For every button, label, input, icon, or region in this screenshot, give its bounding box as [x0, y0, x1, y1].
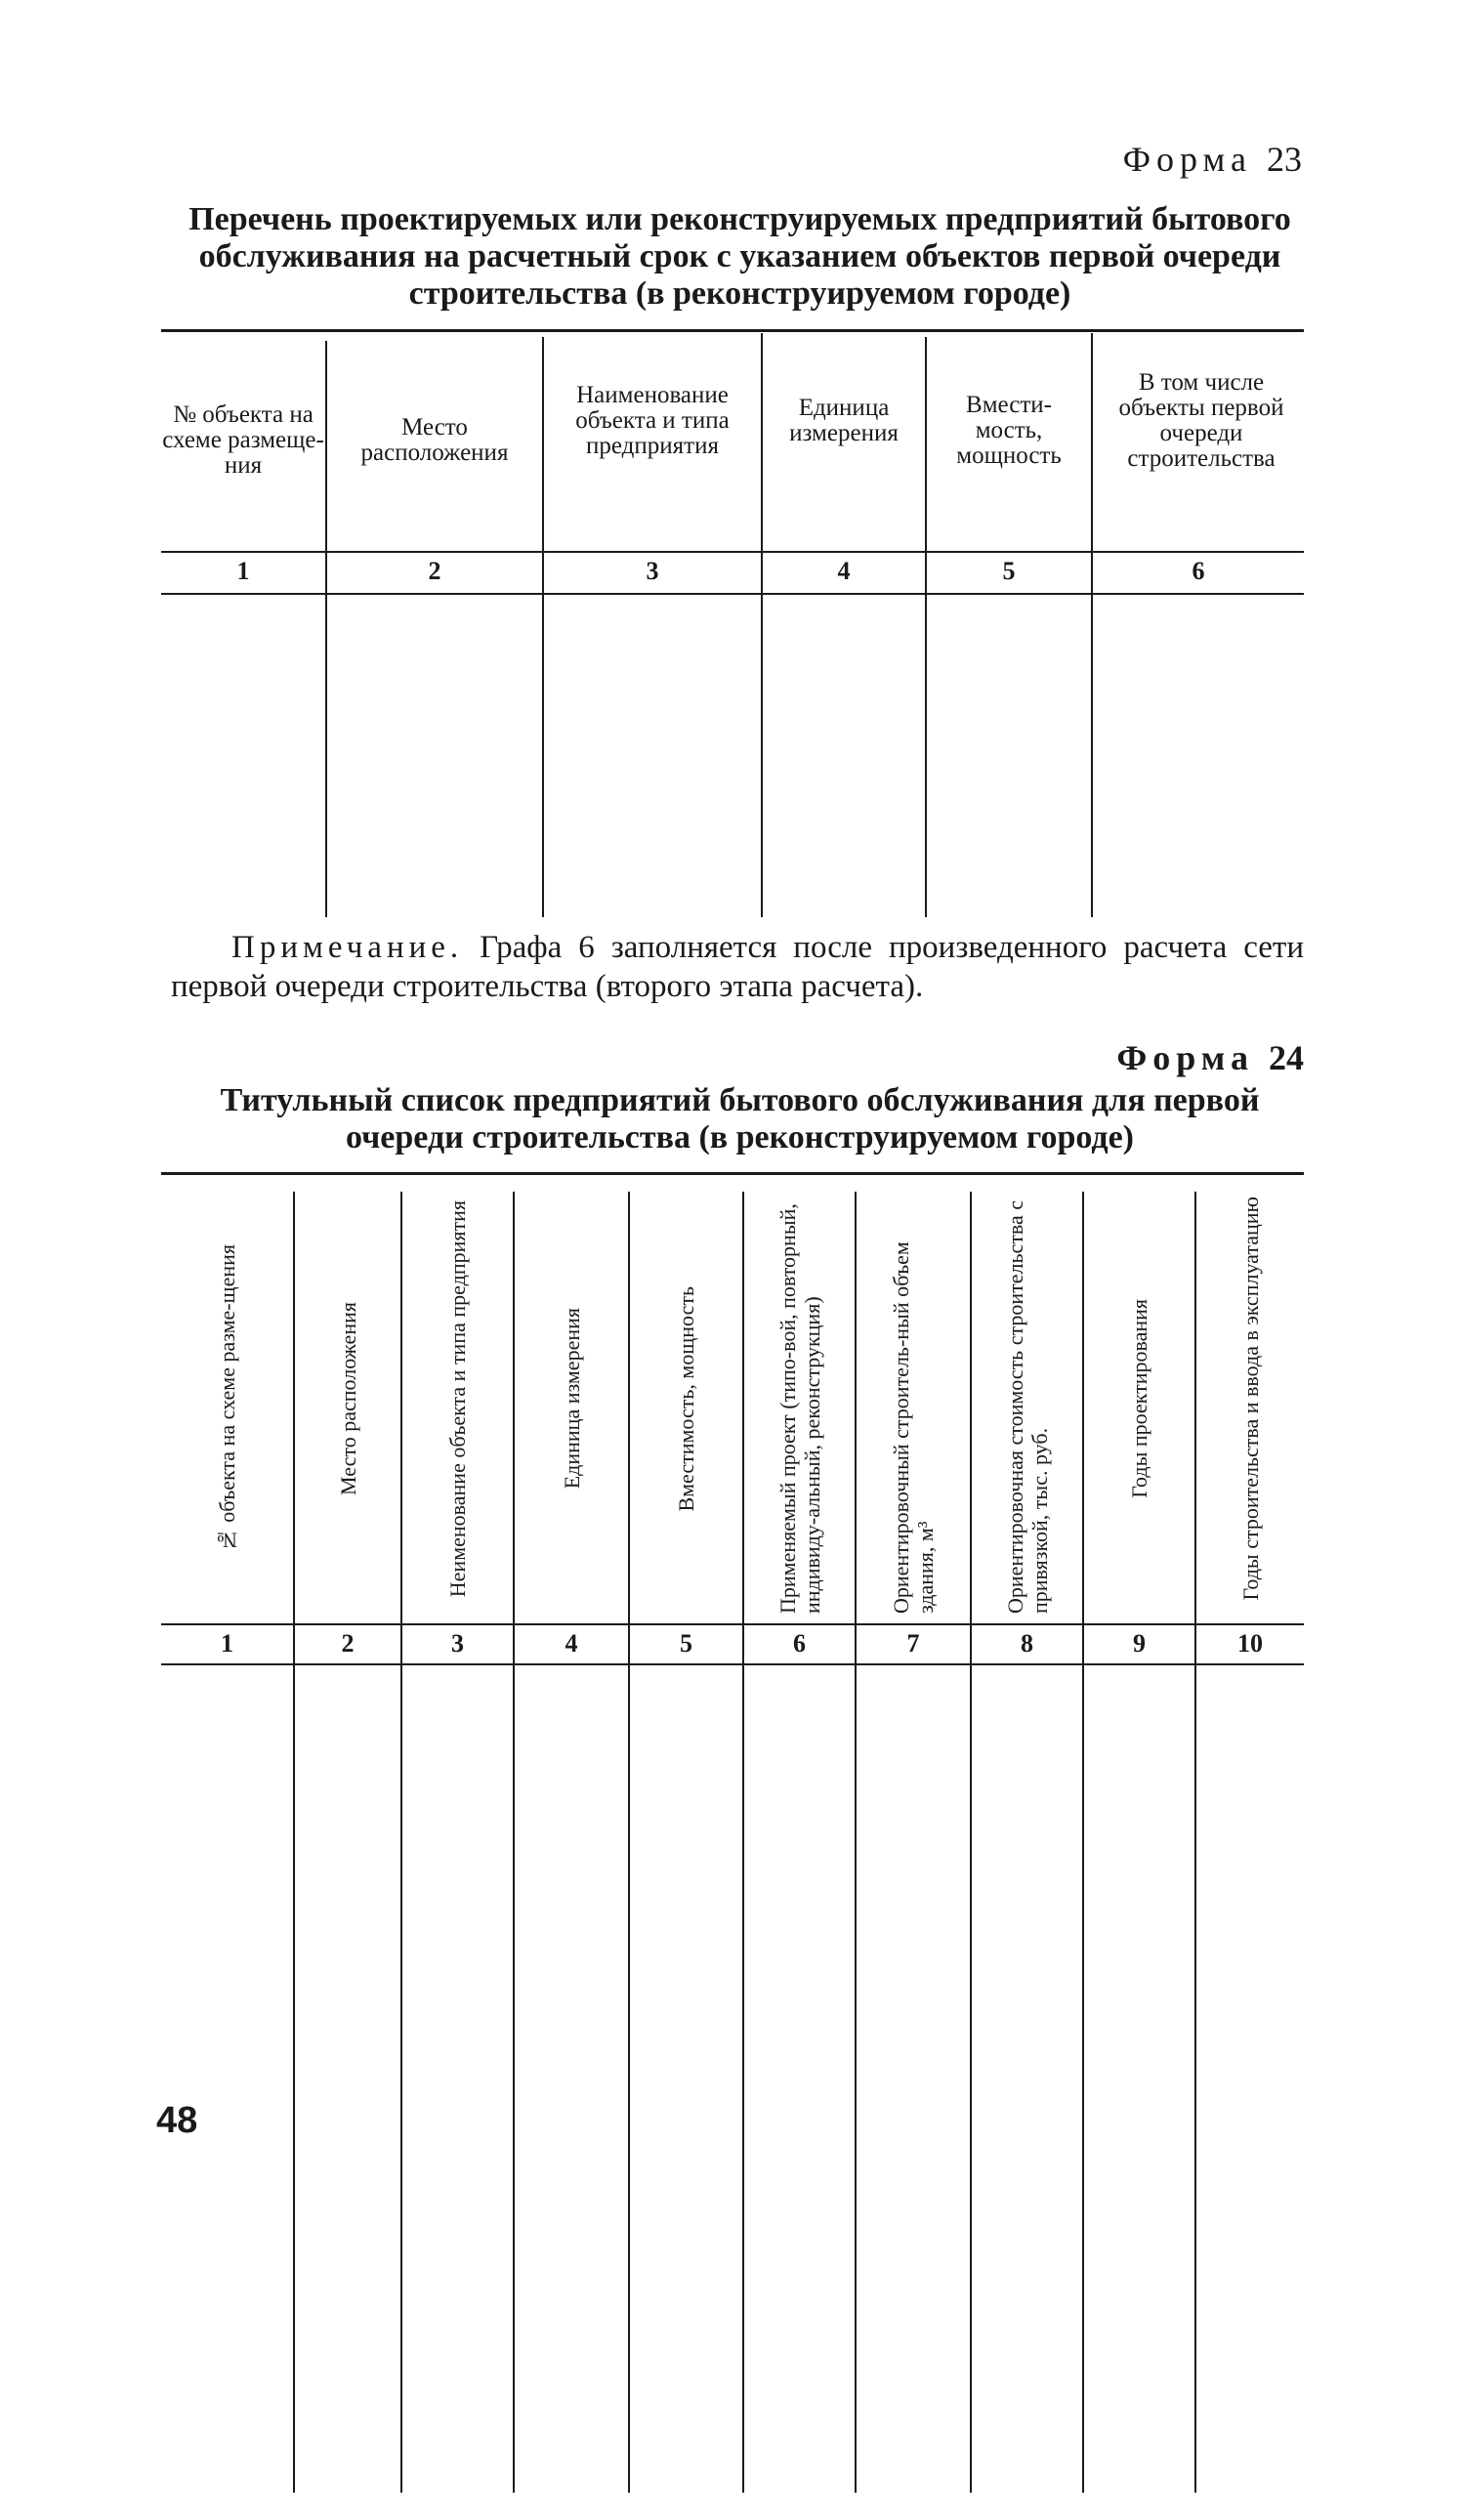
column-divider [1091, 333, 1093, 917]
header-label: Единица измерения [789, 395, 899, 446]
column-divider [542, 337, 544, 917]
header-label: Наименование объекта и типа предприятия [575, 382, 730, 459]
column-divider [925, 337, 927, 917]
header-cell [161, 1180, 293, 1617]
header-cell [515, 1180, 628, 1617]
page-number: 48 [156, 2100, 198, 2141]
column-number: 3 [451, 1629, 464, 1658]
form-24-label [1116, 1037, 1304, 1078]
numbers-bottom-rule [161, 593, 1304, 595]
column-number: 10 [1237, 1629, 1263, 1658]
header-cell [295, 1180, 400, 1617]
header-label: Вмести-мость, мощность [956, 392, 1062, 469]
header-cell [1099, 343, 1304, 499]
header-cell [744, 1180, 855, 1617]
column-number: 2 [341, 1629, 355, 1658]
form-23-table [161, 329, 1304, 920]
header-label: Вместимость, мощность [674, 1285, 698, 1512]
header-label: Ориентировочная стоимость строительства с привязкой, тыс. руб. [1002, 1199, 1052, 1614]
column-number: 9 [1133, 1629, 1146, 1658]
header-label: Место расположения [360, 414, 509, 466]
table-top-rule [161, 329, 1304, 332]
header-label: Ориентировочный строитель-ный объем здания, м³ [889, 1241, 938, 1614]
header-cell [769, 343, 919, 499]
header-label: № объекта на схеме размеще-ния [162, 401, 324, 479]
column-number: 6 [793, 1629, 806, 1658]
column-number: 7 [906, 1629, 920, 1658]
header-label: Единица измерения [559, 1308, 584, 1490]
header-label: Применяемый проект (типо-вой, повторный, индивиду-альный, реконструкция) [774, 1203, 824, 1614]
header-cell [161, 343, 325, 538]
header-cell [1084, 1180, 1194, 1617]
column-number: 1 [221, 1629, 233, 1658]
header-cell [550, 343, 755, 499]
column-number: 6 [1192, 557, 1205, 585]
form-23-number: 23 [1267, 140, 1302, 179]
form-24-number: 24 [1269, 1038, 1304, 1077]
note-paragraph [171, 928, 1304, 1006]
header-cell [402, 1180, 513, 1617]
column-number: 4 [565, 1629, 578, 1658]
column-divider [761, 333, 763, 917]
table-top-rule [161, 1172, 1304, 1175]
note-label: Примечание. [231, 930, 464, 965]
header-label: Годы проектирования [1127, 1299, 1151, 1498]
header-label: Годы строительства и ввода в эксплуатацию [1237, 1197, 1263, 1601]
header-label: Неименование объекта и типа предприятия [445, 1199, 470, 1598]
form-24-table [161, 1172, 1304, 2520]
header-label: № объекта на схеме разме-щения [215, 1244, 239, 1553]
header-cell [933, 343, 1085, 519]
header-cell [327, 343, 542, 538]
header-cell [630, 1180, 742, 1617]
header-cell [972, 1180, 1082, 1617]
form-23-label [1123, 139, 1302, 180]
column-number: 5 [1002, 557, 1016, 585]
header-label: В том числе объекты первой очереди строительства [1118, 369, 1284, 472]
form-24-title: Титульный список предприятий бытового обслуживания для первой очереди строительства (в реконструируемом городе) [220, 1082, 1260, 1155]
header-cell [857, 1180, 970, 1617]
form-23-label-word: Форма [1122, 140, 1252, 179]
form-23-title: Перечень проектируемых или реконструируемых предприятий бытового обслуживания на расчетный срок с указанием объектов первой очереди строительства (в реконструируемом городе) [188, 201, 1291, 312]
column-number: 3 [646, 557, 659, 585]
form-24-label-word: Форма [1116, 1038, 1254, 1077]
column-number: 8 [1021, 1629, 1033, 1658]
note-text: Графа 6 заполняется после произведенного расчета сети первой очереди строительства (второго этапа расчета). [171, 930, 1304, 1004]
column-number: 1 [236, 557, 250, 585]
header-label: Место расположения [335, 1302, 360, 1495]
header-cell [1196, 1180, 1304, 1617]
column-number: 2 [428, 557, 441, 585]
numbers-bottom-rule [161, 1663, 1304, 1665]
header-bottom-rule [161, 551, 1304, 553]
header-bottom-rule [161, 1623, 1304, 1625]
column-number: 4 [837, 557, 851, 585]
column-number: 5 [680, 1629, 692, 1658]
